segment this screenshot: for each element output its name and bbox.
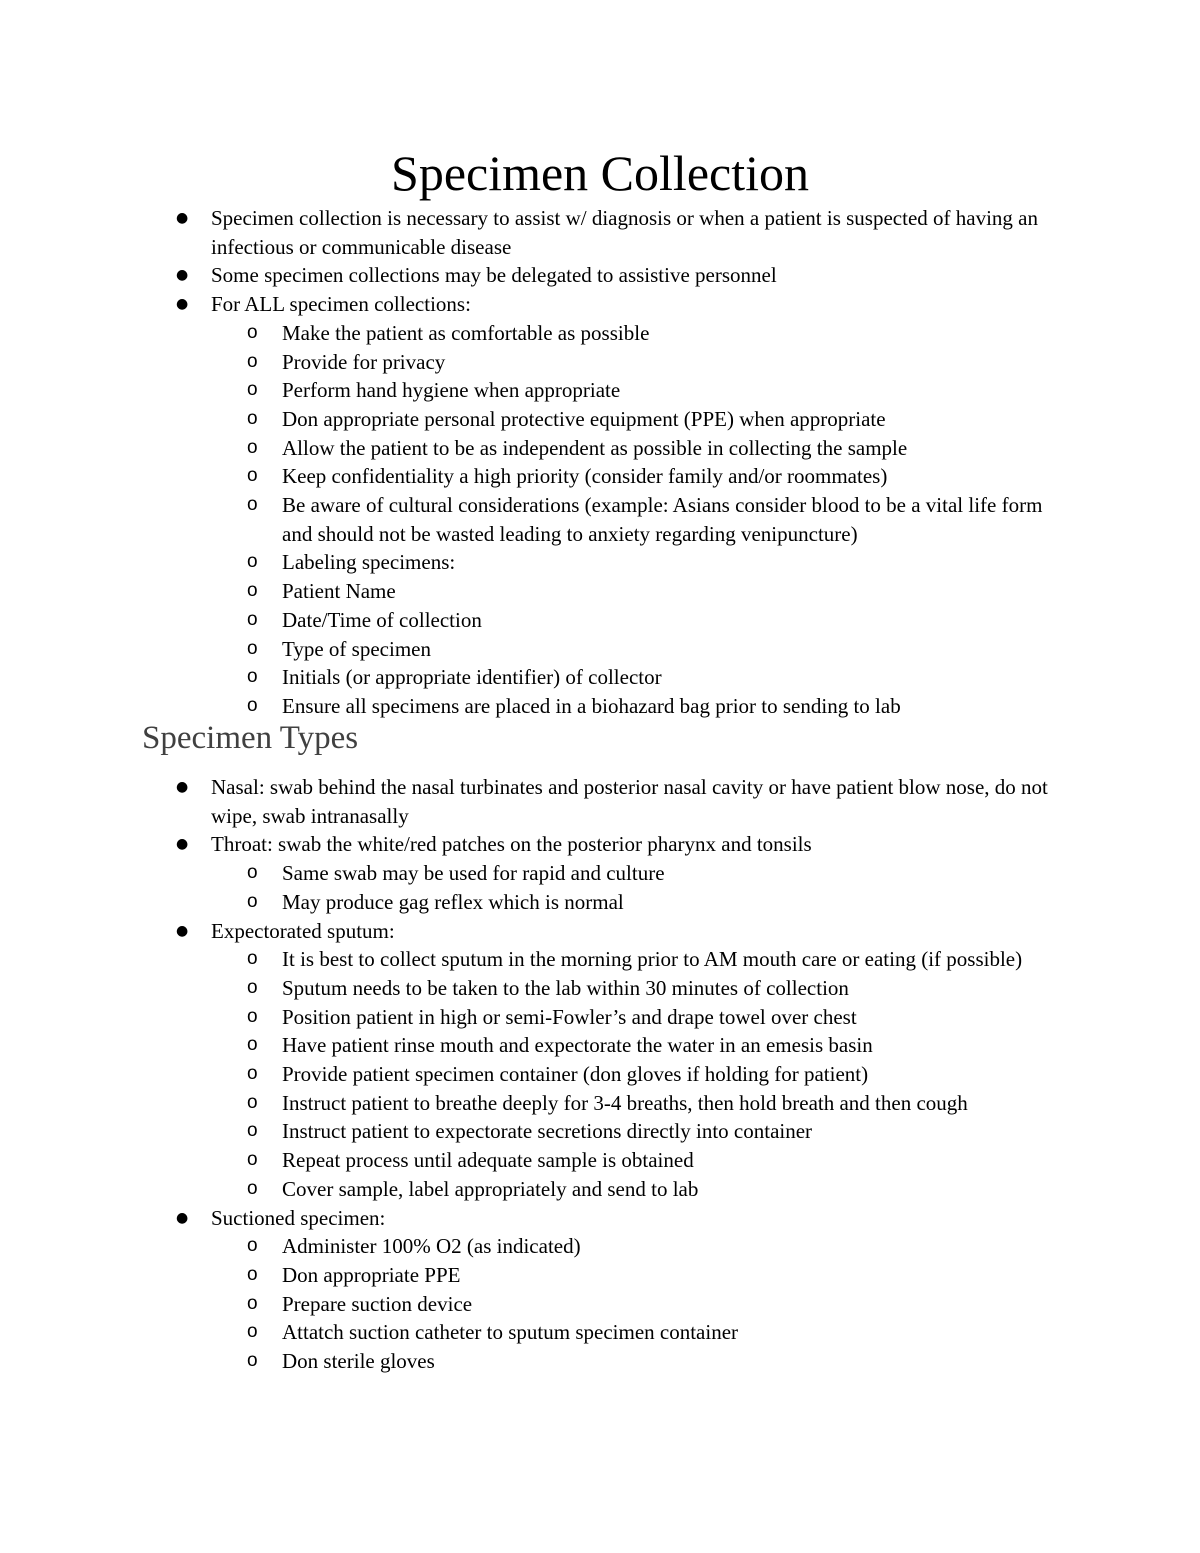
list-item bbox=[0, 290, 1056, 319]
list-item-text: Expectorated sputum: bbox=[211, 918, 395, 943]
list-item-text: Don appropriate PPE bbox=[282, 1262, 461, 1287]
list-item-text: Throat: swab the white/red patches on the posterior pharynx and tonsils bbox=[211, 832, 812, 857]
sub-bullet-icon: o bbox=[247, 1350, 258, 1372]
sub-list-item bbox=[0, 1318, 1062, 1347]
list-item-text: Instruct patient to expectorate secretions directly into container bbox=[282, 1119, 813, 1144]
list-item-text: Be aware of cultural considerations (example: Asians consider blood to be a vital life form and should not be wasted leading to anxiety regarding venipuncture) bbox=[282, 493, 1043, 546]
bullet-icon: ● bbox=[176, 1209, 189, 1226]
list-item-text: Nasal: swab behind the nasal turbinates and posterior nasal cavity or have patient blow nose, do not wipe, swab intranasally bbox=[211, 775, 1048, 828]
bullet-icon: ● bbox=[176, 836, 189, 853]
list-item-text: Cover sample, label appropriately and send to lab bbox=[282, 1176, 699, 1201]
sub-bullet-icon: o bbox=[247, 1263, 258, 1285]
list-item-text: It is best to collect sputum in the morning prior to AM mouth care or eating (if possible) bbox=[282, 947, 1023, 972]
list-item-text: Same swab may be used for rapid and culture bbox=[282, 861, 665, 886]
sub-list-item bbox=[0, 663, 1062, 692]
sub-list-item bbox=[0, 1031, 1062, 1060]
list-item-text: Allow the patient to be as independent as possible in collecting the sample bbox=[282, 435, 908, 460]
list-item bbox=[0, 917, 1056, 946]
sub-bullet-icon: o bbox=[247, 890, 258, 912]
sub-list-item bbox=[0, 859, 1062, 888]
sub-list-item bbox=[0, 1003, 1062, 1032]
list-item-text: Repeat process until adequate sample is obtained bbox=[282, 1148, 694, 1173]
sub-bullet-icon: o bbox=[247, 465, 258, 487]
bullet-icon: ● bbox=[176, 779, 189, 795]
sub-list-item bbox=[0, 434, 1062, 463]
collection-guidelines-list bbox=[0, 204, 1200, 721]
list-item bbox=[0, 204, 1056, 261]
sub-bullet-icon: o bbox=[247, 1120, 258, 1142]
sub-list-item bbox=[0, 1232, 1062, 1261]
sub-bullet-icon: o bbox=[247, 1235, 258, 1257]
sub-list-item bbox=[0, 945, 1062, 974]
list-item-text: Instruct patient to breathe deeply for 3-4 breaths, then hold breath and then cough bbox=[282, 1090, 968, 1115]
list-item-text: Some specimen collections may be delegated to assistive personnel bbox=[211, 263, 777, 288]
list-item bbox=[0, 773, 1056, 830]
section-heading-specimen-types: Specimen Types bbox=[142, 720, 359, 756]
sub-bullet-icon: o bbox=[247, 1063, 258, 1085]
sub-bullet-icon: o bbox=[247, 666, 258, 688]
sub-list-item bbox=[0, 1117, 1062, 1146]
specimen-types-list bbox=[0, 773, 1200, 1376]
sub-bullet-icon: o bbox=[247, 1034, 258, 1056]
sub-bullet-icon: o bbox=[247, 407, 258, 429]
sub-bullet-icon: o bbox=[247, 1091, 258, 1113]
sub-list-item bbox=[0, 1347, 1062, 1376]
sub-list-item bbox=[0, 319, 1062, 348]
sub-list-item bbox=[0, 1146, 1062, 1175]
list-item-text: Type of specimen bbox=[282, 636, 431, 661]
list-item-text: Patient Name bbox=[282, 579, 396, 604]
list-item-text: Position patient in high or semi-Fowler’s and drape towel over chest bbox=[282, 1004, 857, 1029]
list-item-text: Have patient rinse mouth and expectorate the water in an emesis basin bbox=[282, 1033, 873, 1058]
sub-bullet-icon: o bbox=[247, 551, 258, 573]
sub-list-item bbox=[0, 405, 1062, 434]
list-item-text: Date/Time of collection bbox=[282, 607, 482, 632]
sub-list-item bbox=[0, 548, 1062, 577]
sub-bullet-icon: o bbox=[247, 637, 258, 659]
sub-list-item bbox=[0, 888, 1062, 917]
list-item bbox=[0, 830, 1056, 859]
sub-bullet-icon: o bbox=[247, 1292, 258, 1314]
bullet-icon: ● bbox=[176, 267, 189, 284]
list-item-text: Attatch suction catheter to sputum specimen container bbox=[282, 1320, 739, 1345]
page-title: Specimen Collection bbox=[391, 145, 809, 201]
sub-bullet-icon: o bbox=[247, 1149, 258, 1171]
list-item-text: Don appropriate personal protective equipment (PPE) when appropriate bbox=[282, 406, 886, 431]
list-item-text: Provide patient specimen container (don gloves if holding for patient) bbox=[282, 1062, 869, 1087]
bullet-icon: ● bbox=[176, 210, 189, 226]
sub-bullet-icon: o bbox=[247, 976, 258, 998]
sub-bullet-icon: o bbox=[247, 436, 258, 458]
sub-list-item bbox=[0, 462, 1062, 491]
sub-bullet-icon: o bbox=[247, 608, 258, 630]
list-item-text: Perform hand hygiene when appropriate bbox=[282, 378, 621, 403]
list-item-text: Provide for privacy bbox=[282, 349, 446, 374]
sub-list-item bbox=[0, 974, 1062, 1003]
sub-bullet-icon: o bbox=[247, 350, 258, 372]
list-item-text: Specimen collection is necessary to assist w/ diagnosis or when a patient is suspected of having an infectious or communicable disease bbox=[211, 206, 1038, 259]
list-item-text: Initials (or appropriate identifier) of collector bbox=[282, 665, 662, 690]
sub-list-item bbox=[0, 606, 1062, 635]
list-item-text: Administer 100% O2 (as indicated) bbox=[282, 1234, 581, 1259]
sub-bullet-icon: o bbox=[247, 379, 258, 401]
sub-bullet-icon: o bbox=[247, 321, 258, 343]
sub-bullet-icon: o bbox=[247, 1321, 258, 1343]
list-item bbox=[0, 1204, 1056, 1233]
bullet-icon: ● bbox=[176, 922, 189, 939]
list-item-text: Ensure all specimens are placed in a biohazard bag prior to sending to lab bbox=[282, 693, 901, 718]
list-item-text: May produce gag reflex which is normal bbox=[282, 889, 624, 914]
sub-list-item bbox=[0, 635, 1062, 664]
sub-bullet-icon: o bbox=[247, 694, 258, 716]
list-item-text: Prepare suction device bbox=[282, 1291, 473, 1316]
list-item-text: Sputum needs to be taken to the lab within 30 minutes of collection bbox=[282, 975, 849, 1000]
sub-list-item bbox=[0, 1089, 1062, 1118]
sub-bullet-icon: o bbox=[247, 580, 258, 602]
sub-list-item bbox=[0, 577, 1062, 606]
sub-list-item bbox=[0, 376, 1062, 405]
sub-bullet-icon: o bbox=[247, 1005, 258, 1027]
list-item-text: Keep confidentiality a high priority (consider family and/or roommates) bbox=[282, 464, 888, 489]
sub-list-item bbox=[0, 1261, 1062, 1290]
sub-list-item bbox=[0, 1175, 1062, 1204]
sub-list-item bbox=[0, 491, 1062, 548]
list-item-text: Labeling specimens: bbox=[282, 550, 456, 575]
sub-bullet-icon: o bbox=[247, 948, 258, 970]
list-item-text: Make the patient as comfortable as possible bbox=[282, 320, 650, 345]
sub-bullet-icon: o bbox=[247, 862, 258, 884]
sub-list-item bbox=[0, 1060, 1062, 1089]
list-item-text: Suctioned specimen: bbox=[211, 1205, 386, 1230]
sub-bullet-icon: o bbox=[247, 494, 258, 516]
sub-bullet-icon: o bbox=[247, 1177, 258, 1199]
list-item bbox=[0, 261, 1056, 290]
sub-list-item bbox=[0, 348, 1062, 377]
sub-list-item bbox=[0, 1290, 1062, 1319]
bullet-icon: ● bbox=[176, 296, 189, 313]
list-item-text: Don sterile gloves bbox=[282, 1349, 435, 1374]
list-item-text: For ALL specimen collections: bbox=[211, 292, 471, 317]
